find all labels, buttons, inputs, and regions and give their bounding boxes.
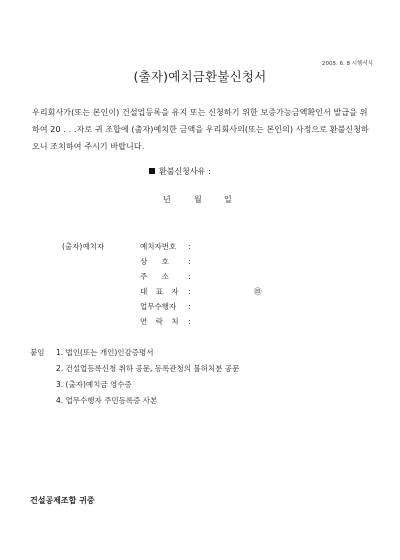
field-label: 예치자번호 bbox=[140, 242, 177, 251]
field-company-name bbox=[140, 256, 191, 267]
attachment-item: 4. 업무수행자 주민등록증 사본 bbox=[56, 396, 158, 405]
date-month: 월 bbox=[194, 195, 202, 204]
attachment-item: 2. 건설업등록신청 취하 공문, 등록관청의 불허처분 공문 bbox=[56, 364, 240, 373]
refund-reason-line bbox=[149, 166, 211, 177]
field-label: 대 표 자 bbox=[140, 287, 182, 296]
field-value: : bbox=[188, 302, 191, 311]
date-day: 일 bbox=[224, 195, 232, 204]
field-label: 주 소 bbox=[140, 272, 175, 281]
attachment-item: 1. 법인(또는 개인)인감증명서 bbox=[56, 348, 154, 357]
field-representative bbox=[140, 286, 191, 297]
field-label: 상 호 bbox=[140, 257, 175, 266]
field-value: : bbox=[188, 242, 191, 251]
document-title: (출자)예치금환불신청서 bbox=[133, 69, 267, 84]
square-bullet-icon bbox=[149, 168, 155, 174]
form-version-date: 2005. 6. 8 시행서식 bbox=[322, 61, 373, 67]
seal-mark: ㊞ bbox=[254, 287, 262, 296]
recipient-footer: 건설공제조합 귀중 bbox=[30, 496, 95, 505]
field-value: : bbox=[188, 272, 191, 281]
depositor-label: (출자)예치자 bbox=[62, 242, 105, 251]
date-year: 년 bbox=[163, 195, 171, 204]
field-value: : bbox=[188, 257, 191, 266]
field-business-agent bbox=[140, 301, 191, 312]
field-value: : bbox=[188, 287, 191, 296]
field-label: 업무수행자 bbox=[140, 302, 177, 311]
field-depositor-number bbox=[140, 241, 191, 252]
attachments-label: 붙임 bbox=[30, 348, 45, 357]
field-address bbox=[140, 271, 191, 282]
field-label: 연 락 처 bbox=[140, 317, 182, 326]
refund-reason-label: 환불신청사유 : bbox=[159, 167, 211, 176]
field-value: : bbox=[188, 317, 191, 326]
field-contact bbox=[140, 316, 191, 327]
attachment-item: 3. (출자)예치금 영수증 bbox=[56, 380, 132, 389]
request-statement: 우리회사가(또는 본인이) 건설업등록을 유지 또는 신청하기 위한 보증가능금액확인서 발급을 위하여 20 . . .자로 귀 조합에 (출자)예치한 금액을 우리회사의(또는 본인의) 사정으로 환불신청하오니 조치하여 주시기 바랍니다. bbox=[32, 108, 369, 151]
